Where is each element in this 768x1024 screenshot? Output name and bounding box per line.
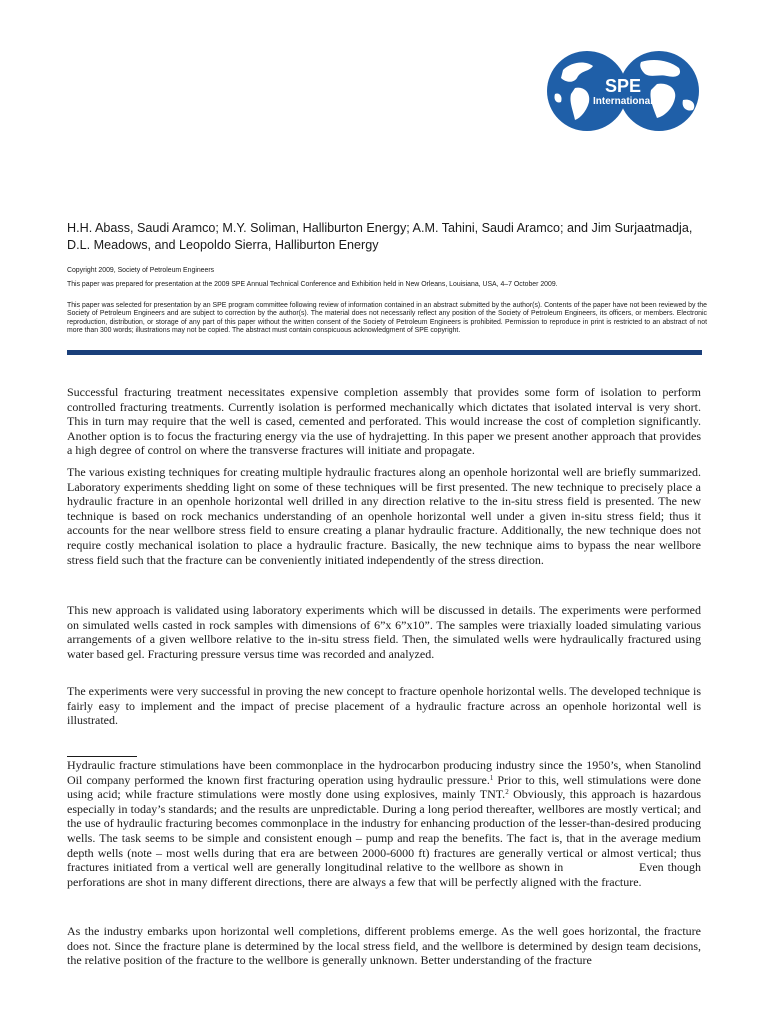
intro-text-b: Prior to this, well stimulations were done using acid; while fracture stimulations were mostly done using explosives, mainly TNT. [67,772,701,802]
author-list: H.H. Abass, Saudi Aramco; M.Y. Soliman, Halliburton Energy; A.M. Tahini, Saudi Aramco; and Jim Surjaatmadja, D.L. Meadows, and Leopoldo Sierra, Halliburton Energy [67,221,693,252]
reference-2: 2 [505,788,509,797]
presentation-note: This paper was prepared for presentation at the 2009 SPE Annual Technical Conference and Exhibition held in New Orleans, Louisiana, USA, 4–7 October 2009. [67,281,558,288]
reference-1: 1 [489,773,494,782]
abstract-paragraph-4: The experiments were very successful in proving the new concept to fracture openhole horizontal wells. The developed technique is fairly easy to implement and the impact of precise placement of a hydraulic fracture across an openhole horizontal well is illustrated. [67,684,701,728]
abstract-paragraph-1: Successful fracturing treatment necessitates expensive completion assembly that provides some form of isolation to perform controlled fracturing treatments. Currently isolation is performed mechanically which dictates that isolated interval is very short. This in turn may require that the well is cased, cemented and perforated. This would increase the cost of completion significantly. Another option is to focus the fracturing energy via the use of hydrajetting. In this paper we present another approach that provides a high degree of control on where the transverse fractures will initiate and propagate. [67,385,701,458]
header-divider [67,350,702,355]
spe-international-logo [545,48,701,134]
intro-text-a: Hydraulic fracture stimulations have been commonplace in the hydrocarbon producing industry since the 1950’s, when Stanolind Oil company performed the known first fracturing operation using hydraulic pressure. [67,758,701,787]
abstract-paragraph-2: The various existing techniques for creating multiple hydraulic fractures along an openhole horizontal well are briefly summarized. Laboratory experiments shedding light on some of these techniques will be first presented. The new technique to precisely place a hydraulic fracture in an openhole horizontal well drilled in any direction relative to the in-situ stress field is presented. The new technique is based on rock mechanics understanding of an openhole horizontal well under a given in-situ stress field; thus it accounts for the near wellbore stress field to ensure creating a planar hydraulic fracture. Additionally, the new technique does not require costly mechanical isolation to place a hydraulic fracture. Basically, the new technique aims to bypass the near wellbore stress field such that the fracture can be conveniently initiated independently of the stress direction. [67,465,701,567]
international-logo-text: International [592,96,654,107]
selection-note: This paper was selected for presentation by an SPE program committee following review of information contained in an abstract submitted by the author(s). Contents of the paper have not been reviewed by the Society of Petroleum Engineers and are subject to correction by the author(s). The material does not necessarily reflect any position of the Society of Petroleum Engineers, its officers, or members. Electronic reproduction, distribution, or storage of any part of this paper without the written consent of the Society of Petroleum Engineers is prohibited. Permission to reproduce in print is restricted to an abstract of not more than 300 words; illustrations may not be copied. The abstract must contain conspicuous acknowledgment of SPE copyright. [67,302,707,335]
introduction-paragraph-1 [67,758,701,889]
introduction-paragraph-2: As the industry embarks upon horizontal well completions, different problems emerge. As the well goes horizontal, the fracture does not. Since the fracture plane is determined by the local stress field, and the wellbore is determined by design team decisions, the relative position of the fracture to the wellbore is generally unknown. Better understanding of the fracture [67,924,701,968]
copyright-notice: Copyright 2009, Society of Petroleum Engineers [67,267,215,274]
spe-logo-text: SPE [604,76,642,96]
abstract-paragraph-3: This new approach is validated using laboratory experiments which will be discussed in details. The experiments were performed on simulated wells casted in rock samples with dimensions of 6”x 6”x10”. The samples were triaxially loaded simulating various arrangements of a given wellbore relative to the in-situ stress field. Then, the simulated wells were hydraulically fractured using water based gel. Fracturing pressure versus time was recorded and analyzed. [67,603,701,661]
section-short-rule [67,756,137,757]
intro-text-c: Obviously, this approach is hazardous especially in today’s standards; and the results are unpredictable. During a long period thereafter, wellbores are mostly vertical; and the use of hydraulic fracturing becomes commonplace in the industry for enhancing production of the lesser-than-desired producing wells. The task seems to be simple and consistent enough – pump and reap the benefits. The fact is, that in the average medium depth wells (note – most wells during that era are between 2000-6000 ft) fractures are generally vertical or almost vertical; thus fractures initiated from a vertical well are generally longitudinal relative to the wellbore as shown in Even though perforations are shot in many different directions, there are always a few that will be perfectly aligned with the fracture. [67,787,702,889]
